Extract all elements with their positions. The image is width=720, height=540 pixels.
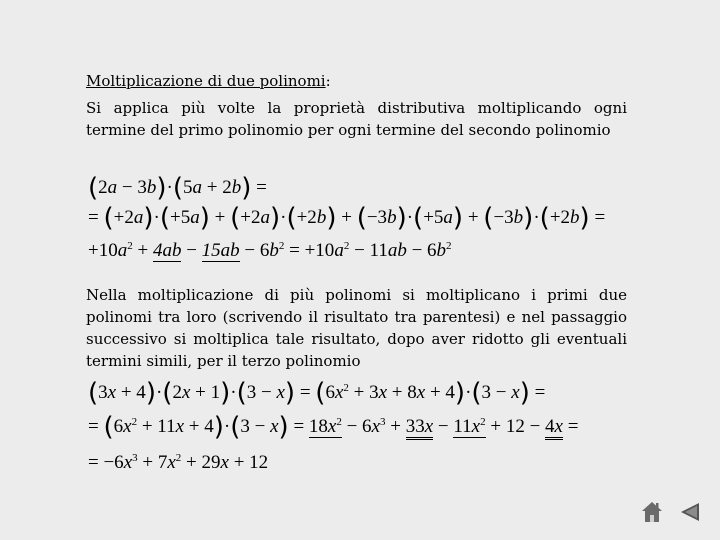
back-button[interactable] — [678, 500, 702, 524]
example2-line1: $(3x + 4)\cdot(2x + 1)\cdot(3 - x) = (6x^2 + 3x + 8x + 4)\cdot(3 - x)$ = — [88, 378, 546, 408]
heading-colon: : — [325, 72, 331, 90]
example1-line3: $+10a^2 + 4ab - 15ab - 6b^2 = +10a^2 - 11ab - 6b^2$ — [88, 240, 452, 261]
example1-line1: (2a − 3b)·(5a + 2b) = — [88, 173, 267, 203]
example2-line2: = $(6x^2 + 11x + 4)\cdot(3 - x) = 18x^2 - 6x^3 + 33x - 11x^2 + 12 - 4x$ = — [88, 412, 579, 442]
intro-paragraph: Si applica più volte la proprietà distributiva moltiplicando ogni termine del primo polinomio per ogni termine del secondo polinomio — [86, 99, 627, 139]
second-paragraph: Nella moltiplicazione di più polinomi si moltiplicano i primi due polinomi tra loro (scrivendo il risultato tra parentesi) e nel passaggio successivo si moltiplica tale risultato, dopo aver ridotto gli eventuali termini simili, per il terzo polinomio — [86, 286, 627, 370]
example1-line2: = (+2a)·(+5a) + (+2a)·(+2b) + (−3b)·(+5a) + (−3b)·(+2b) = — [88, 203, 606, 233]
example2-line3: = $-6x^3 + 7x^2 + 29x + 12$ — [88, 452, 269, 473]
heading-title: Moltiplicazione di due polinomi — [86, 72, 326, 90]
home-button[interactable] — [640, 500, 664, 524]
home-icon — [640, 500, 664, 524]
back-arrow-icon — [678, 500, 702, 524]
section-heading — [86, 70, 331, 92]
